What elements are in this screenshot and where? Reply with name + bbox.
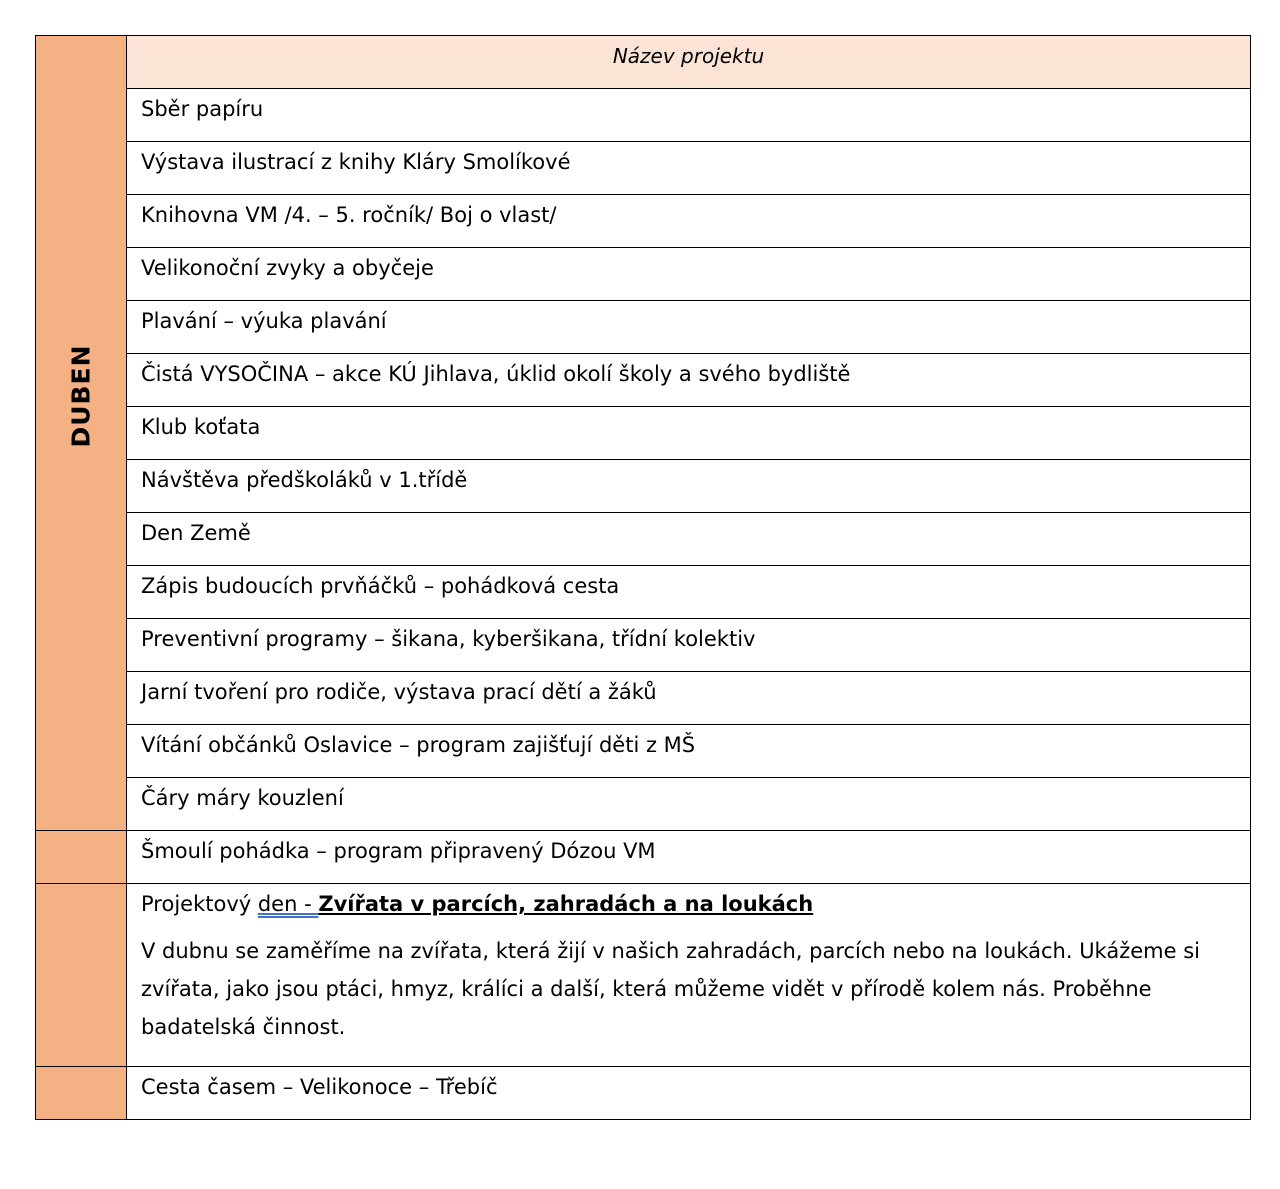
table-row	[36, 460, 1251, 513]
table-row	[36, 407, 1251, 460]
project-cell	[127, 195, 1251, 248]
column-header-title: Název projektu	[612, 44, 765, 68]
project-cell	[127, 354, 1251, 407]
project-cell	[127, 460, 1251, 513]
project-cell	[127, 248, 1251, 301]
project-day-cell	[127, 884, 1251, 1067]
project-day-prefix: Projektový	[141, 892, 258, 916]
project-cell	[127, 513, 1251, 566]
project-cell	[127, 619, 1251, 672]
table-row	[36, 831, 1251, 884]
table-row	[36, 1067, 1251, 1120]
project-name: Sběr papíru	[141, 97, 264, 121]
project-cell	[127, 407, 1251, 460]
project-name: Šmoulí pohádka – program připravený Dózou VM	[141, 839, 656, 863]
project-cell	[127, 301, 1251, 354]
month-side-cell	[36, 1067, 127, 1120]
project-name: Výstava ilustrací z knihy Kláry Smolíkové	[141, 150, 571, 174]
table-row	[36, 513, 1251, 566]
project-name: Klub koťata	[141, 415, 261, 439]
project-name: Velikonoční zvyky a obyčeje	[141, 256, 434, 280]
project-cell	[127, 89, 1251, 142]
table-row	[36, 301, 1251, 354]
project-name: Čistá VYSOČINA – akce KÚ Jihlava, úklid okolí školy a svého bydliště	[141, 362, 851, 386]
table-row	[36, 619, 1251, 672]
project-name: Jarní tvoření pro rodiče, výstava prací dětí a žáků	[141, 680, 657, 704]
table-row	[36, 566, 1251, 619]
table-row	[36, 884, 1251, 1067]
table-row	[36, 89, 1251, 142]
month-column-cell	[36, 36, 127, 831]
project-name: Preventivní programy – šikana, kyberšikana, třídní kolektiv	[141, 627, 756, 651]
project-name: Knihovna VM /4. – 5. ročník/ Boj o vlast/	[141, 203, 557, 227]
project-name: Cesta časem – Velikonoce – Třebíč	[141, 1075, 498, 1099]
project-cell	[127, 725, 1251, 778]
project-name: Vítání občánků Oslavice – program zajišťují děti z MŠ	[141, 733, 696, 757]
project-day-highlight: Zvířata v parcích, zahradách a na loukách	[318, 892, 814, 916]
project-name: Čáry máry kouzlení	[141, 786, 344, 810]
table-row	[36, 725, 1251, 778]
table-row	[36, 672, 1251, 725]
table-row	[36, 195, 1251, 248]
table-header-row	[36, 36, 1251, 89]
project-day-description: V dubnu se zaměříme na zvířata, která žijí v našich zahradách, parcích nebo na loukách. Ukážeme si zvířata, jako jsou ptáci, hmyz, králíci a další, která můžeme vidět v přírodě kolem nás. Proběhne badatelská činnost.	[141, 939, 1200, 1039]
table-row	[36, 778, 1251, 831]
project-cell	[127, 831, 1251, 884]
project-cell	[127, 672, 1251, 725]
table-row	[36, 248, 1251, 301]
project-name: Návštěva předškoláků v 1.třídě	[141, 468, 468, 492]
project-name: Zápis budoucích prvňáčků – pohádková cesta	[141, 574, 620, 598]
month-side-cell	[36, 831, 127, 884]
project-name: Den Země	[141, 521, 251, 545]
month-side-cell	[36, 884, 127, 1067]
project-cell	[127, 142, 1251, 195]
project-day-title	[127, 884, 1250, 916]
project-name: Plavání – výuka plavání	[141, 309, 387, 333]
project-cell	[127, 778, 1251, 831]
table-row	[36, 354, 1251, 407]
table-row	[36, 142, 1251, 195]
projects-table	[35, 35, 1251, 1120]
column-header-cell	[127, 36, 1251, 89]
project-cell	[127, 566, 1251, 619]
month-label: DUBEN	[66, 344, 96, 448]
project-day-lead: den -	[257, 892, 319, 916]
project-cell	[127, 1067, 1251, 1120]
